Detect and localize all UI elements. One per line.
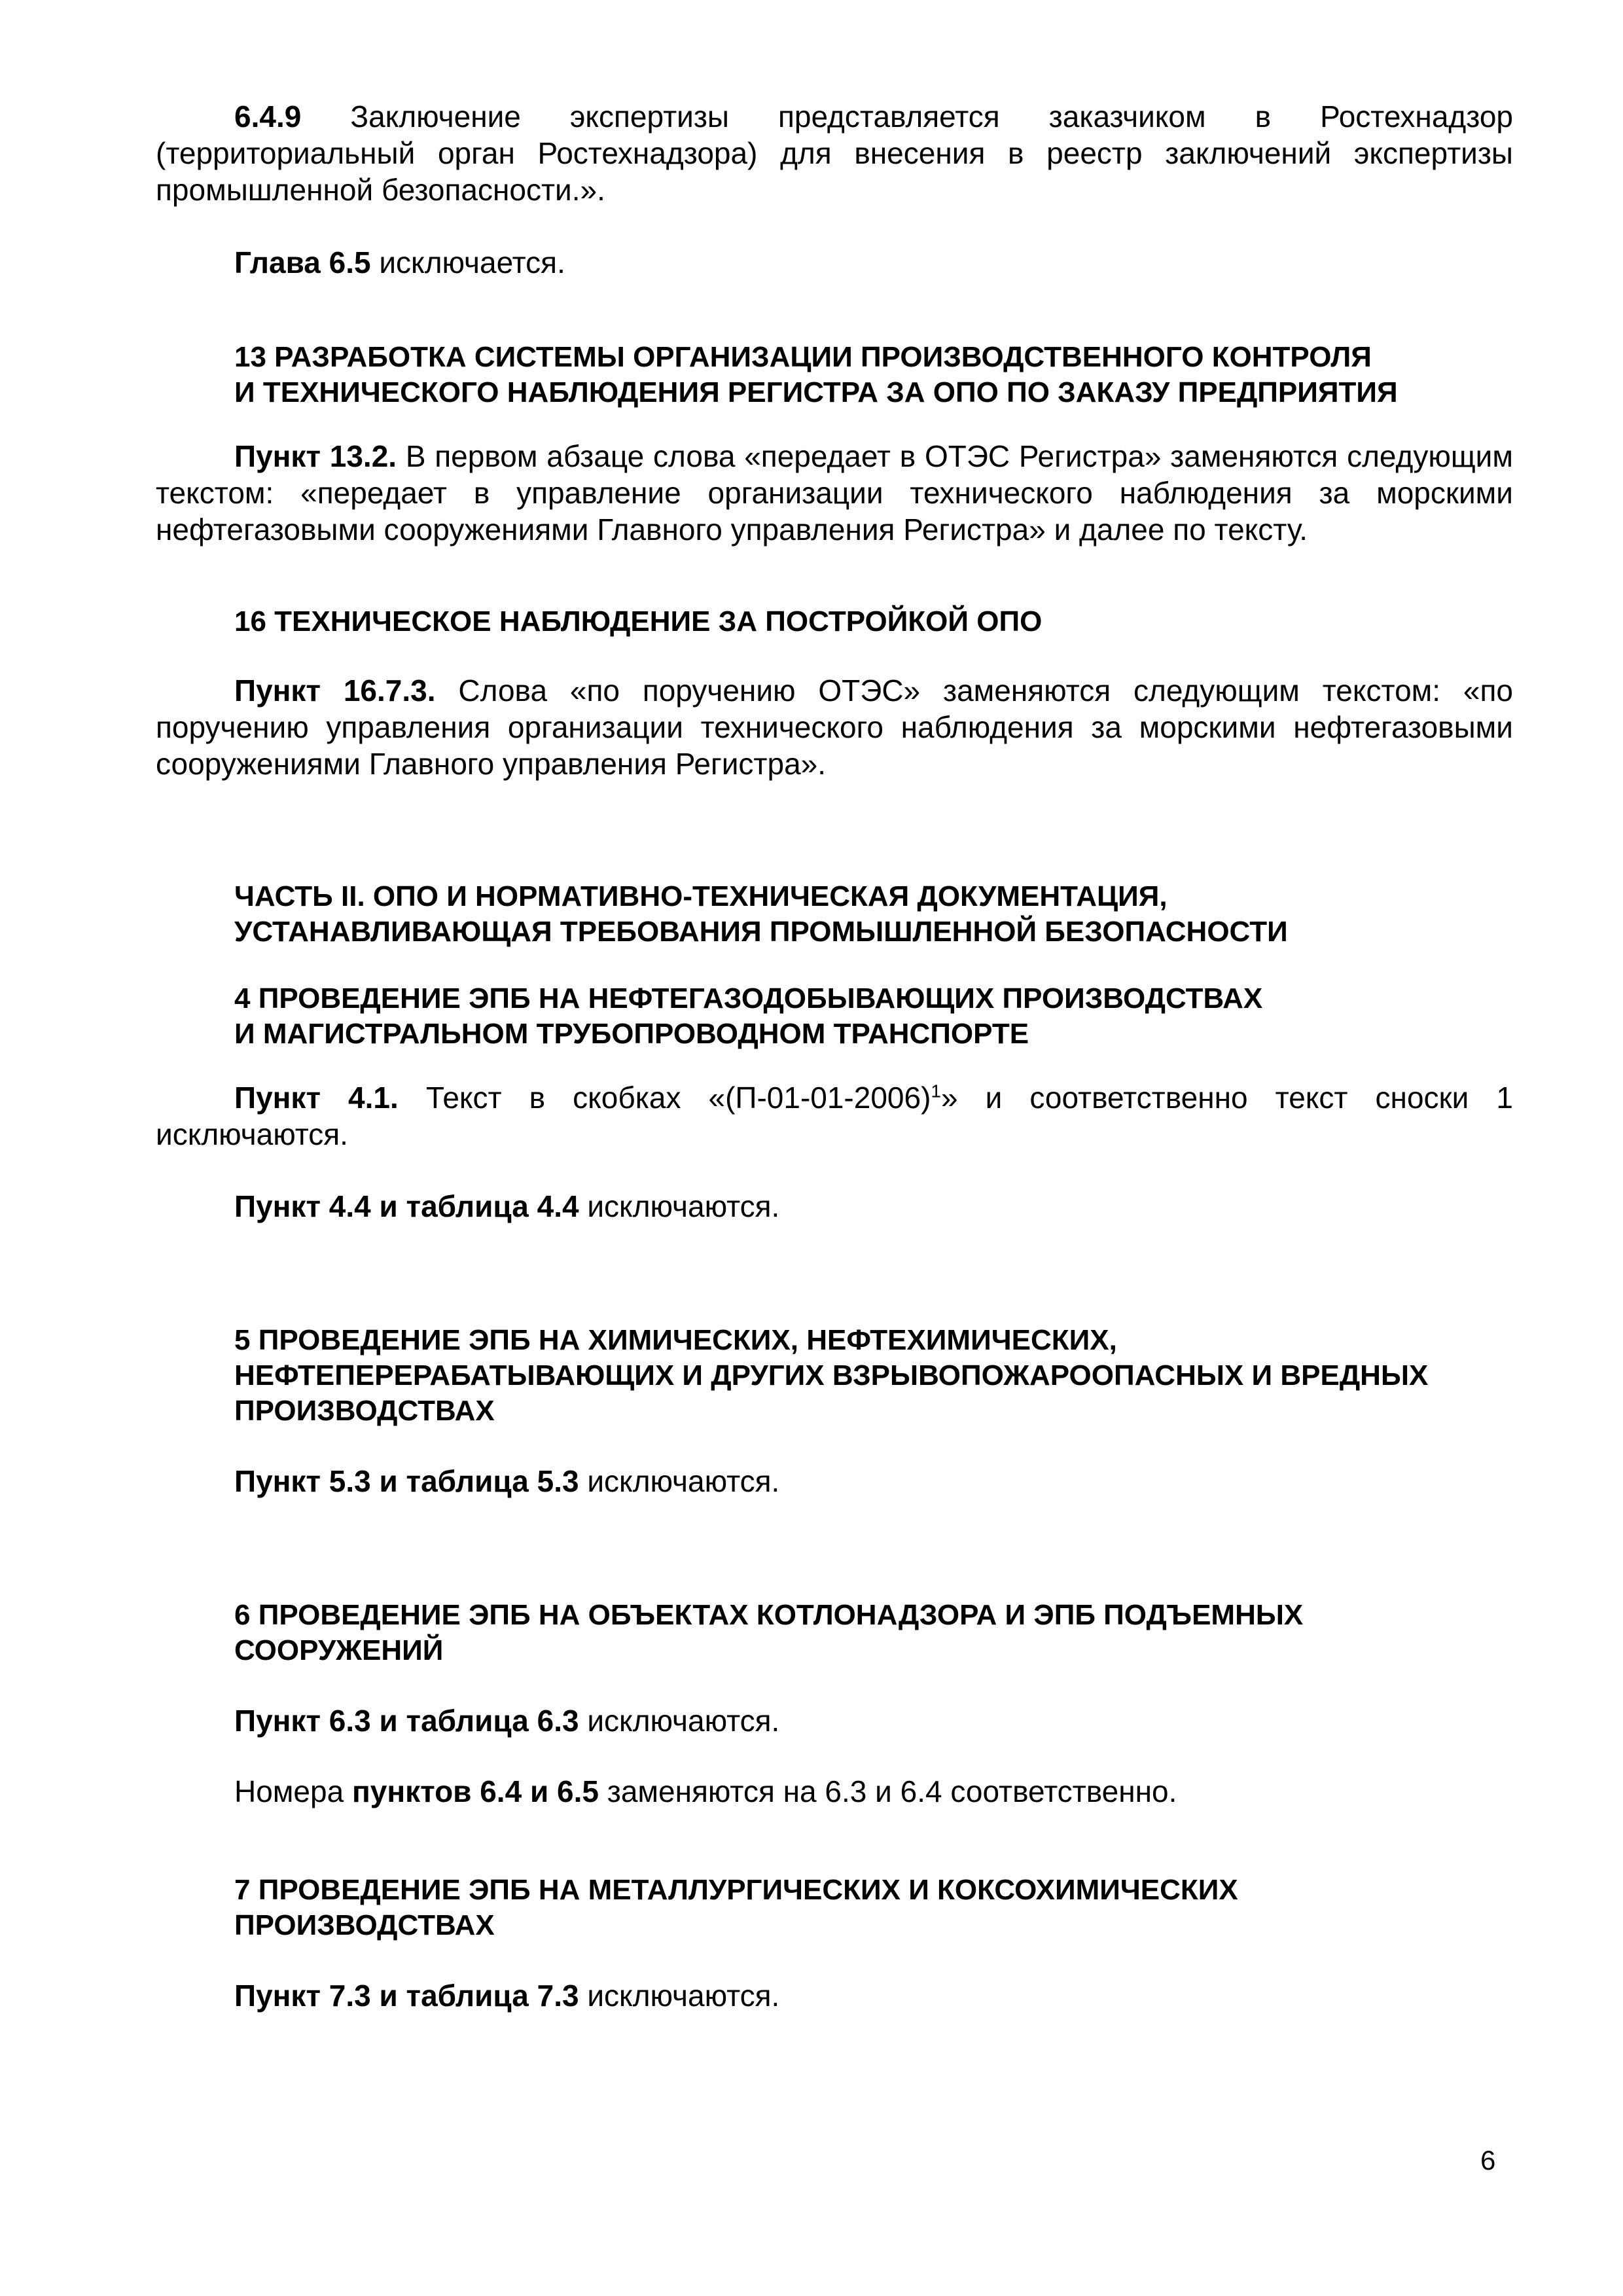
paragraph-chapter-6-5: Глава 6.5 исключается.: [234, 245, 565, 279]
document-page: [156, 98, 1513, 2014]
section-heading-13: 13 РАЗРАБОТКА СИСТЕМЫ ОРГАНИЗАЦИИ ПРОИЗВОДСТВЕННОГО КОНТРОЛЯ И ТЕХНИЧЕСКОГО НАБЛЮДЕНИЯ РЕГИСТРА ЗА ОПО ПО ЗАКАЗУ ПРЕДПРИЯТИЯ: [234, 341, 1398, 408]
section-heading-4: 4 ПРОВЕДЕНИЕ ЭПБ НА НЕФТЕГАЗОДОБЫВАЮЩИХ ПРОИЗВОДСТВАХ И МАГИСТРАЛЬНОМ ТРУБОПРОВОДНОМ ТРАНСПОРТЕ: [234, 982, 1263, 1050]
paragraph-16-7-3: Пункт 16.7.3. Слова «по поручению ОТЭС» заменяются следующим текстом: «по поручению управления организации технического наблюдения за морскими нефтегазовыми сооружениями Главного управления Регистра».: [156, 673, 1514, 781]
paragraph-renumbering: Номера пунктов 6.4 и 6.5 заменяются на 6.3 и 6.4 соответственно.: [234, 1774, 1177, 1808]
part-heading-2: ЧАСТЬ II. ОПО И НОРМАТИВНО-ТЕХНИЧЕСКАЯ ДОКУМЕНТАЦИЯ, УСТАНАВЛИВАЮЩАЯ ТРЕБОВАНИЯ ПРОМЫШЛЕННОЙ БЕЗОПАСНОСТИ: [234, 880, 1288, 948]
paragraph-5-3: Пункт 5.3 и таблица 5.3 исключаются.: [234, 1464, 780, 1498]
page-number: 6: [1480, 2145, 1496, 2176]
section-heading-16: 16 ТЕХНИЧЕСКОЕ НАБЛЮДЕНИЕ ЗА ПОСТРОЙКОЙ ОПО: [234, 605, 1043, 637]
paragraph-4-4: Пункт 4.4 и таблица 4.4 исключаются.: [234, 1189, 780, 1223]
paragraph-6-3: Пункт 6.3 и таблица 6.3 исключаются.: [234, 1704, 780, 1738]
section-heading-7: 7 ПРОВЕДЕНИЕ ЭПБ НА МЕТАЛЛУРГИЧЕСКИХ И КОКСОХИМИЧЕСКИХ ПРОИЗВОДСТВАХ: [234, 1874, 1238, 1941]
paragraph-13-2: Пункт 13.2. В первом абзаце слова «передает в ОТЭС Регистра» заменяются следующим текстом: «передает в управление организации технического наблюдения за морскими нефтегазовыми сооружениями Главного управления Регистра» и далее по тексту.: [156, 439, 1513, 547]
section-heading-6: 6 ПРОВЕДЕНИЕ ЭПБ НА ОБЪЕКТАХ КОТЛОНАДЗОРА И ЭПБ ПОДЪЕМНЫХ СООРУЖЕНИЙ: [234, 1599, 1304, 1666]
footnote-marker: 1: [931, 1081, 941, 1102]
section-heading-5: 5 ПРОВЕДЕНИЕ ЭПБ НА ХИМИЧЕСКИХ, НЕФТЕХИМИЧЕСКИХ, НЕФТЕПЕРЕРАБАТЫВАЮЩИХ И ДРУГИХ ВЗРЫВОПОЖАРООПАСНЫХ И ВРЕДНЫХ ПРОИЗВОДСТВАХ: [234, 1324, 1429, 1427]
clause-number: 6.4.9: [234, 99, 302, 134]
paragraph-4-1: Пункт 4.1. Текст в скобках «$(П-01-01-2006)^1$» и соответственно текст сноски 1 исключаются.: [156, 1081, 1513, 1151]
paragraph-6-4-9: 6.4.9 Заключение экспертизы представляется заказчиком в Ростехнадзор (территориальный орган Ростехнадзора) для внесения в реестр заключений экспертизы промышленной безопасности.».: [156, 99, 1513, 207]
paragraph-7-3: Пункт 7.3 и таблица 7.3 исключаются.: [234, 1979, 780, 2013]
